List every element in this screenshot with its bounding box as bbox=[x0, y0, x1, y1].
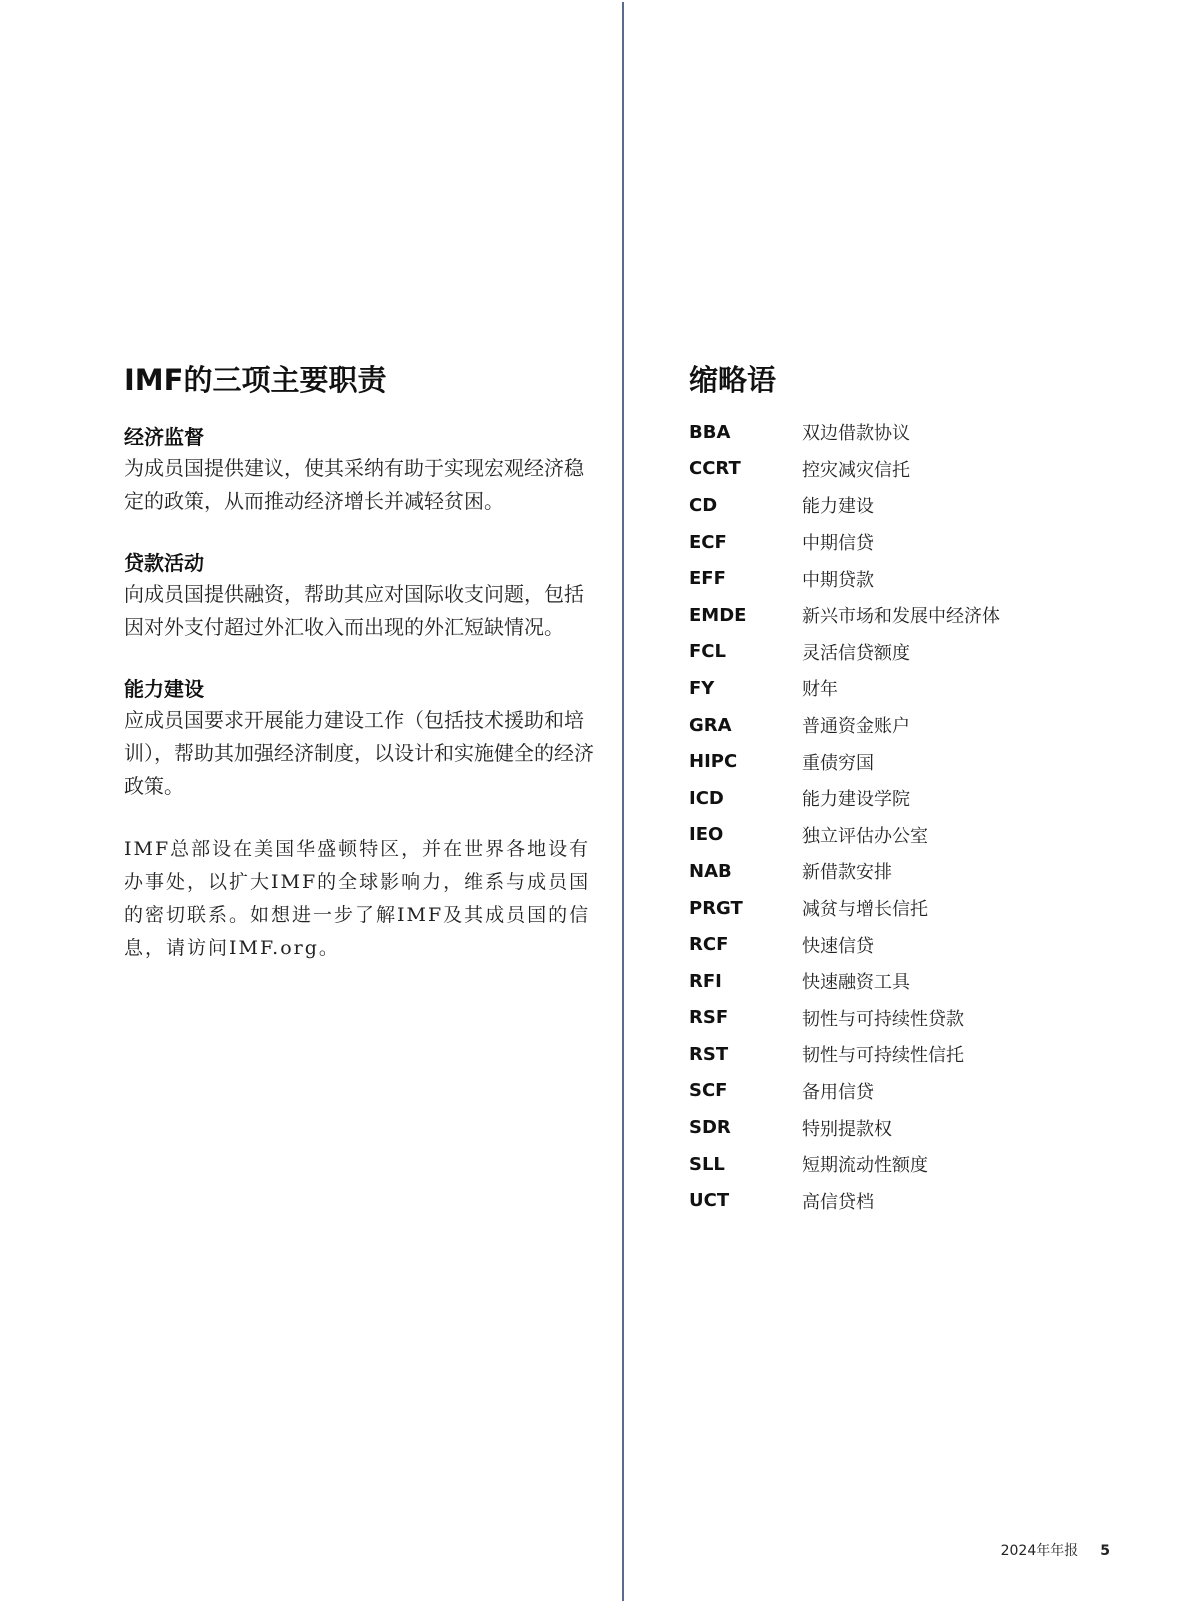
abbreviation-row bbox=[689, 414, 1129, 451]
duty-surveillance bbox=[124, 422, 594, 518]
abbreviation-meaning: 高信贷档 bbox=[802, 1191, 874, 1213]
column-divider bbox=[622, 2, 624, 1601]
duty-lending bbox=[124, 548, 594, 644]
abbreviation-meaning: 快速融资工具 bbox=[802, 972, 910, 994]
abbreviation-meaning: 韧性与可持续性贷款 bbox=[802, 1008, 964, 1030]
abbreviation-row bbox=[689, 1000, 1129, 1037]
abbreviation-meaning: 减贫与增长信托 bbox=[802, 899, 928, 921]
report-label: 2024年年报 bbox=[1000, 1543, 1079, 1559]
duty-heading: 能力建设 bbox=[124, 677, 204, 701]
abbreviation-meaning: 特别提款权 bbox=[802, 1118, 892, 1140]
abbreviation-meaning: 独立评估办公室 bbox=[802, 825, 928, 847]
abbreviation-row bbox=[689, 707, 1129, 744]
abbreviation-code: FY bbox=[689, 677, 715, 699]
abbreviation-code: PRGT bbox=[689, 897, 743, 919]
abbreviation-meaning: 重债穷国 bbox=[802, 752, 874, 774]
abbreviation-row bbox=[689, 670, 1129, 707]
abbreviation-meaning: 控灾减灾信托 bbox=[802, 459, 910, 481]
abbreviation-meaning: 能力建设学院 bbox=[802, 789, 910, 811]
abbreviation-code: IEO bbox=[689, 824, 724, 846]
abbreviation-meaning: 中期贷款 bbox=[802, 569, 874, 591]
abbreviations-list bbox=[689, 414, 1129, 1219]
main-duties-title: IMF的三项主要职责 bbox=[124, 363, 387, 397]
abbreviation-code: GRA bbox=[689, 714, 732, 736]
abbreviation-code: BBA bbox=[689, 421, 731, 443]
abbreviation-code: EMDE bbox=[689, 604, 747, 626]
abbreviation-row bbox=[689, 1182, 1129, 1219]
duty-text: 向成员国提供融资，帮助其应对国际收支问题，包括因对外支付超过外汇收入而出现的外汇短缺情况。 bbox=[124, 582, 584, 639]
abbreviation-meaning: 新借款安排 bbox=[802, 862, 892, 884]
abbreviation-row bbox=[689, 487, 1129, 524]
abbreviations-title: 缩略语 bbox=[689, 363, 777, 397]
abbreviation-code: UCT bbox=[689, 1190, 730, 1212]
abbreviation-code: CCRT bbox=[689, 458, 741, 480]
abbreviation-code: CD bbox=[689, 494, 718, 516]
abbreviation-code: RST bbox=[689, 1043, 729, 1065]
abbreviation-code: SDR bbox=[689, 1117, 731, 1139]
duty-heading: 经济监督 bbox=[124, 425, 204, 449]
abbreviation-meaning: 灵活信贷额度 bbox=[802, 642, 910, 664]
abbreviation-code: SLL bbox=[689, 1153, 725, 1175]
abbreviation-row bbox=[689, 780, 1129, 817]
abbreviation-row bbox=[689, 817, 1129, 854]
abbreviation-meaning: 韧性与可持续性信托 bbox=[802, 1045, 964, 1067]
abbreviation-meaning: 新兴市场和发展中经济体 bbox=[802, 606, 1000, 628]
abbreviation-row bbox=[689, 1036, 1129, 1073]
abbreviation-code: RSF bbox=[689, 1007, 729, 1029]
abbreviation-meaning: 普通资金账户 bbox=[802, 716, 910, 738]
duty-heading: 贷款活动 bbox=[124, 551, 204, 575]
headquarters-note: IMF总部设在美国华盛顿特区，并在世界各地设有办事处，以扩大IMF的全球影响力，维系与成员国的密切联系。如想进一步了解IMF及其成员国的信息，请访问IMF.org。 bbox=[124, 838, 591, 959]
abbreviation-meaning: 快速信贷 bbox=[802, 935, 874, 957]
duty-capacity-development bbox=[124, 674, 594, 803]
abbreviation-row bbox=[689, 926, 1129, 963]
abbreviation-row bbox=[689, 524, 1129, 561]
abbreviation-row bbox=[689, 963, 1129, 1000]
abbreviation-code: EFF bbox=[689, 568, 726, 590]
abbreviation-code: RFI bbox=[689, 970, 722, 992]
duty-text: 应成员国要求开展能力建设工作（包括技术援助和培训），帮助其加强经济制度，以设计和实施健全的经济政策。 bbox=[124, 708, 594, 798]
abbreviation-code: HIPC bbox=[689, 751, 738, 773]
abbreviation-code: NAB bbox=[689, 860, 732, 882]
abbreviation-row bbox=[689, 890, 1129, 927]
abbreviation-row bbox=[689, 560, 1129, 597]
abbreviation-row bbox=[689, 1146, 1129, 1183]
abbreviation-code: ICD bbox=[689, 787, 724, 809]
page-footer bbox=[1001, 1540, 1110, 1560]
main-duties-section bbox=[124, 360, 594, 965]
abbreviation-row bbox=[689, 853, 1129, 890]
abbreviation-row bbox=[689, 1109, 1129, 1146]
abbreviation-code: RCF bbox=[689, 934, 729, 956]
abbreviation-code: SCF bbox=[689, 1080, 728, 1102]
abbreviation-meaning: 中期信贷 bbox=[802, 533, 874, 555]
abbreviation-meaning: 备用信贷 bbox=[802, 1081, 874, 1103]
abbreviation-row bbox=[689, 597, 1129, 634]
page-number: 5 bbox=[1100, 1543, 1110, 1559]
abbreviation-row bbox=[689, 743, 1129, 780]
abbreviation-meaning: 双边借款协议 bbox=[802, 423, 910, 445]
abbreviation-meaning: 短期流动性额度 bbox=[802, 1155, 928, 1177]
abbreviation-meaning: 能力建设 bbox=[802, 496, 874, 518]
abbreviation-code: ECF bbox=[689, 531, 727, 553]
abbreviation-meaning: 财年 bbox=[802, 679, 838, 701]
abbreviations-section bbox=[689, 360, 1129, 1219]
abbreviation-row bbox=[689, 634, 1129, 671]
duty-text: 为成员国提供建议，使其采纳有助于实现宏观经济稳定的政策，从而推动经济增长并减轻贫困。 bbox=[124, 456, 584, 513]
abbreviation-row bbox=[689, 451, 1129, 488]
abbreviation-code: FCL bbox=[689, 641, 726, 663]
abbreviation-row bbox=[689, 1073, 1129, 1110]
